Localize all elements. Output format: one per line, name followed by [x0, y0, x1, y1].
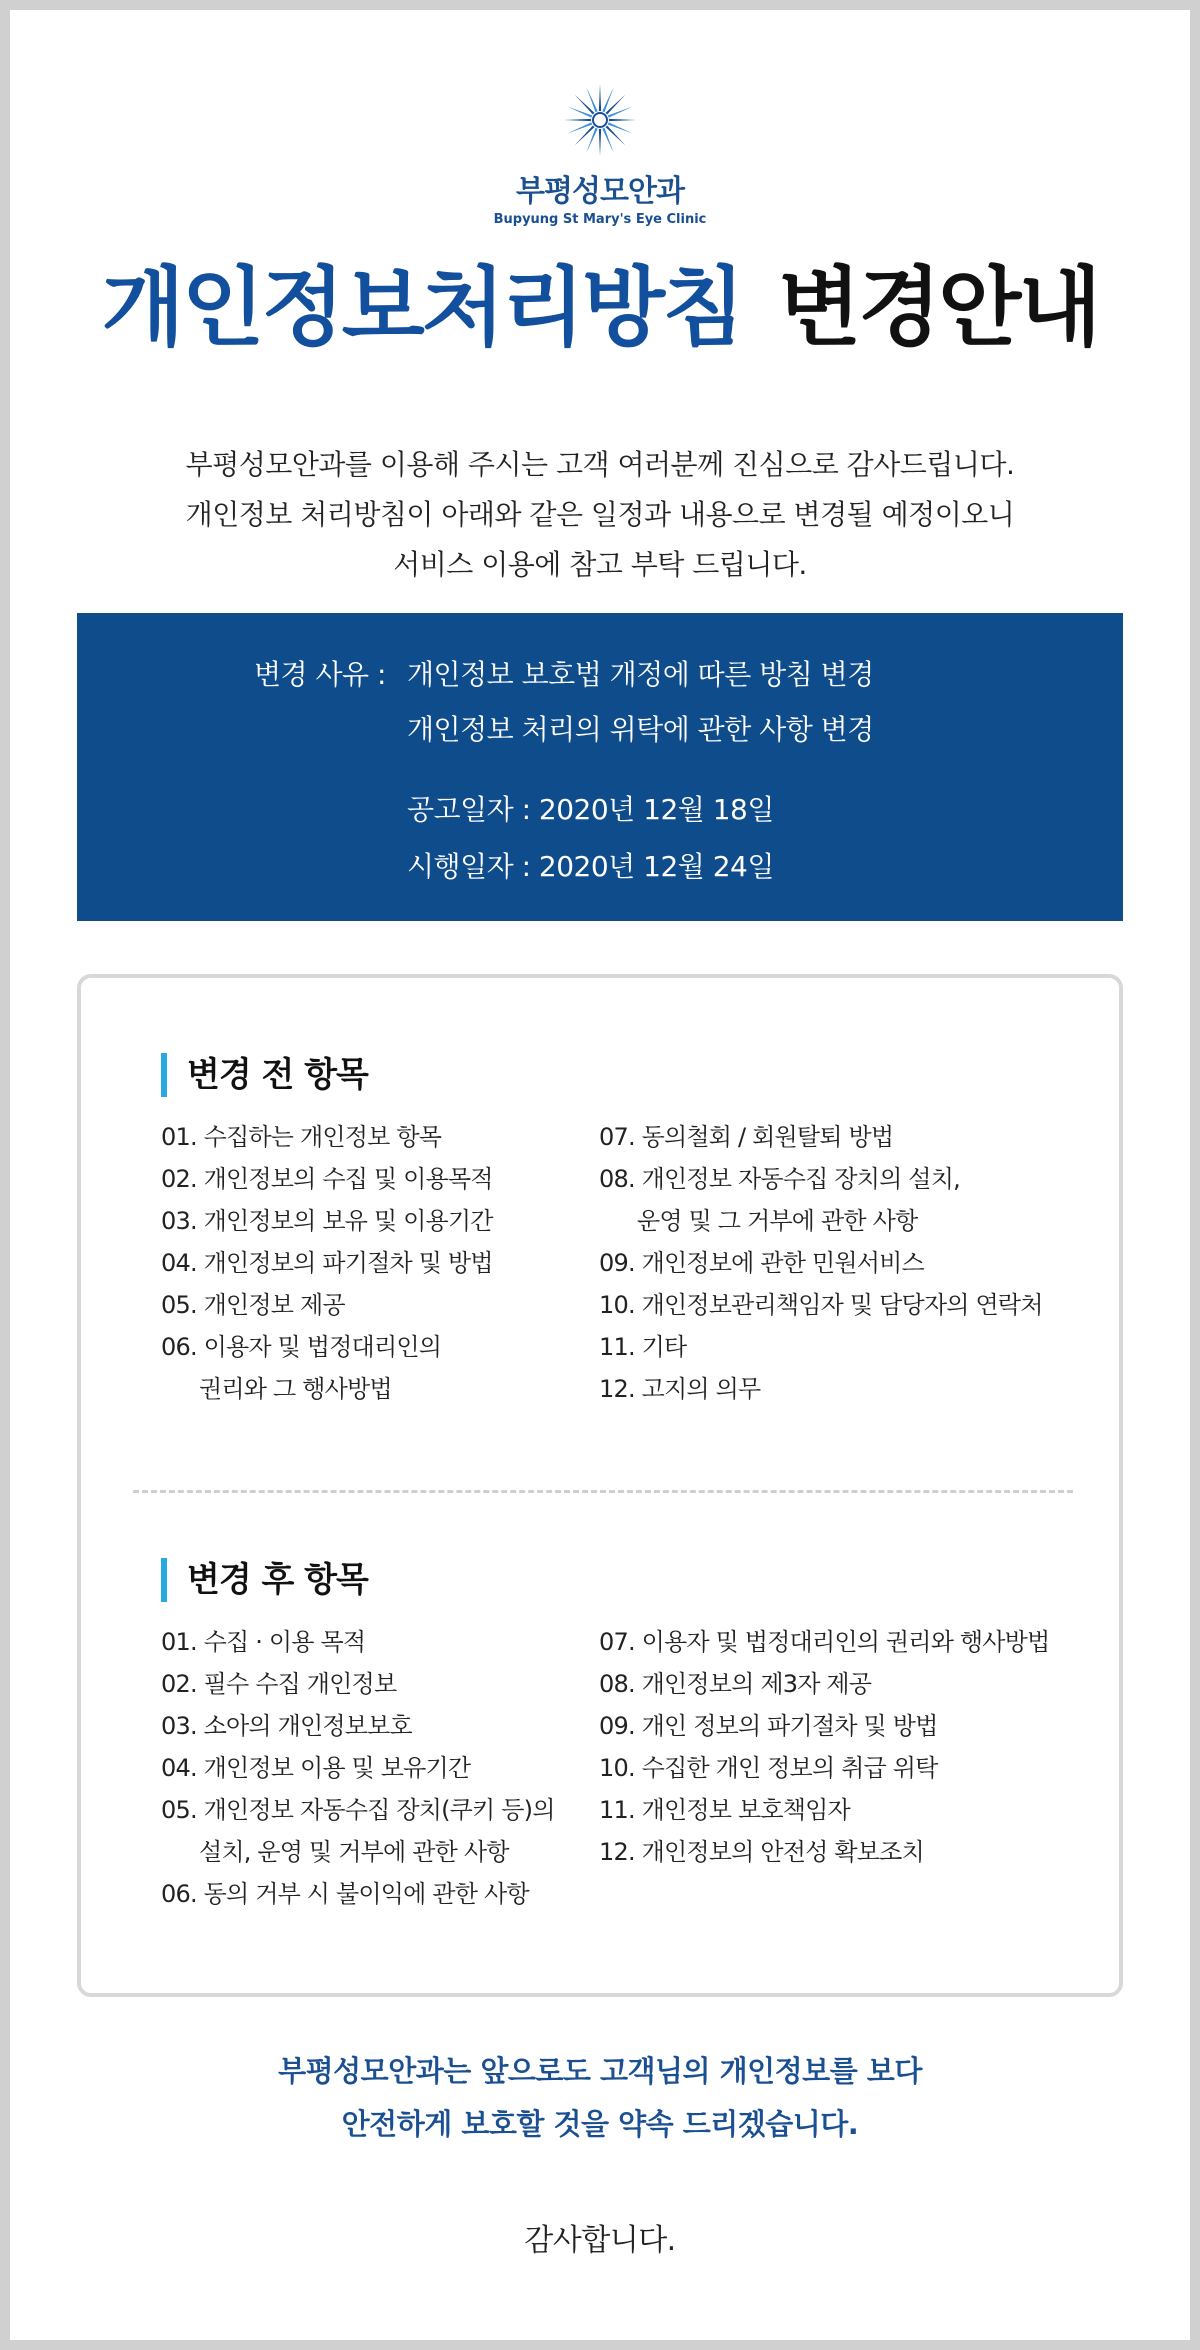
items-comparison-box [77, 974, 1123, 1997]
list-item: 03. 소아의 개인정보보호 [161, 1712, 412, 1740]
list-item: 09. 개인정보에 관한 민원서비스 [599, 1249, 924, 1277]
list-item: 05. 개인정보 자동수집 장치(쿠키 등)의 [161, 1796, 555, 1824]
page-title [10, 258, 1190, 358]
closing-line: 안전하게 보호할 것을 약속 드리겠습니다. [341, 2107, 859, 2141]
list-item: 04. 개인정보 이용 및 보유기간 [161, 1754, 471, 1782]
list-item: 03. 개인정보의 보유 및 이용기간 [161, 1207, 493, 1235]
intro-line: 개인정보 처리방침이 아래와 같은 일정과 내용으로 변경될 예정이오니 [185, 498, 1015, 531]
clinic-english-name: Bupyung St Mary's Eye Clinic [493, 212, 707, 227]
list-item: 10. 수집한 개인 정보의 취급 위탁 [599, 1754, 938, 1782]
clinic-name: 부평성모안과 [516, 174, 684, 209]
list-item-continuation: 설치, 운영 및 거부에 관한 사항 [199, 1838, 509, 1866]
announce-date: 공고일자 : 2020년 12월 18일 [407, 793, 774, 826]
clinic-logo [10, 80, 1190, 227]
list-item: 02. 필수 수집 개인정보 [161, 1670, 397, 1698]
change-notice-box [77, 613, 1123, 921]
list-item: 07. 동의철회 / 회원탈퇴 방법 [599, 1123, 894, 1151]
list-item: 07. 이용자 및 법정대리인의 권리와 행사방법 [599, 1628, 1050, 1656]
intro-line: 부평성모안과를 이용해 주시는 고객 여러분께 진심으로 감사드립니다. [185, 448, 1015, 481]
page-title-main: 개인정보처리방침 [101, 258, 743, 358]
list-item: 04. 개인정보의 파기절차 및 방법 [161, 1249, 493, 1277]
before-left-list [161, 1116, 601, 1410]
intro-line: 서비스 이용에 참고 부탁 드립니다. [393, 548, 807, 581]
change-reason-2: 개인정보 처리의 위탁에 관한 사항 변경 [407, 713, 874, 746]
after-left-list [161, 1621, 601, 1915]
notice-page [10, 10, 1190, 2340]
list-item: 11. 개인정보 보호책임자 [599, 1796, 850, 1824]
list-item-continuation: 권리와 그 행사방법 [199, 1375, 392, 1403]
after-right-list [599, 1621, 1050, 1873]
list-item: 09. 개인 정보의 파기절차 및 방법 [599, 1712, 938, 1740]
change-reason-1: 개인정보 보호법 개정에 따른 방침 변경 [407, 658, 874, 691]
intro-text [10, 440, 1190, 590]
list-item: 06. 동의 거부 시 불이익에 관한 사항 [161, 1880, 529, 1908]
before-section-title: 변경 전 항목 [161, 1053, 368, 1097]
change-reason-label: 변경 사유 : [254, 658, 386, 691]
list-item: 12. 개인정보의 안전성 확보조치 [599, 1838, 924, 1866]
closing-message [10, 2045, 1190, 2151]
list-item: 11. 기타 [599, 1333, 687, 1361]
starburst-logo-icon [560, 80, 640, 160]
section-divider [133, 1490, 1073, 1493]
list-item: 08. 개인정보의 제3자 제공 [599, 1670, 872, 1698]
effective-date: 시행일자 : 2020년 12월 24일 [407, 850, 774, 883]
list-item: 08. 개인정보 자동수집 장치의 설치, [599, 1165, 960, 1193]
list-item: 05. 개인정보 제공 [161, 1291, 345, 1319]
list-item: 06. 이용자 및 법정대리인의 [161, 1333, 442, 1361]
list-item: 01. 수집 · 이용 목적 [161, 1628, 366, 1656]
closing-line: 부평성모안과는 앞으로도 고객님의 개인정보를 보다 [278, 2054, 922, 2088]
list-item-continuation: 운영 및 그 거부에 관한 사항 [637, 1207, 918, 1235]
page-title-suffix: 변경안내 [778, 258, 1099, 358]
after-section-title: 변경 후 항목 [161, 1558, 368, 1602]
before-right-list [599, 1116, 1043, 1410]
list-item: 01. 수집하는 개인정보 항목 [161, 1123, 442, 1151]
list-item: 10. 개인정보관리책임자 및 담당자의 연락처 [599, 1291, 1043, 1319]
thanks-text: 감사합니다. [524, 2223, 676, 2258]
list-item: 12. 고지의 의무 [599, 1375, 761, 1403]
list-item: 02. 개인정보의 수집 및 이용목적 [161, 1165, 493, 1193]
